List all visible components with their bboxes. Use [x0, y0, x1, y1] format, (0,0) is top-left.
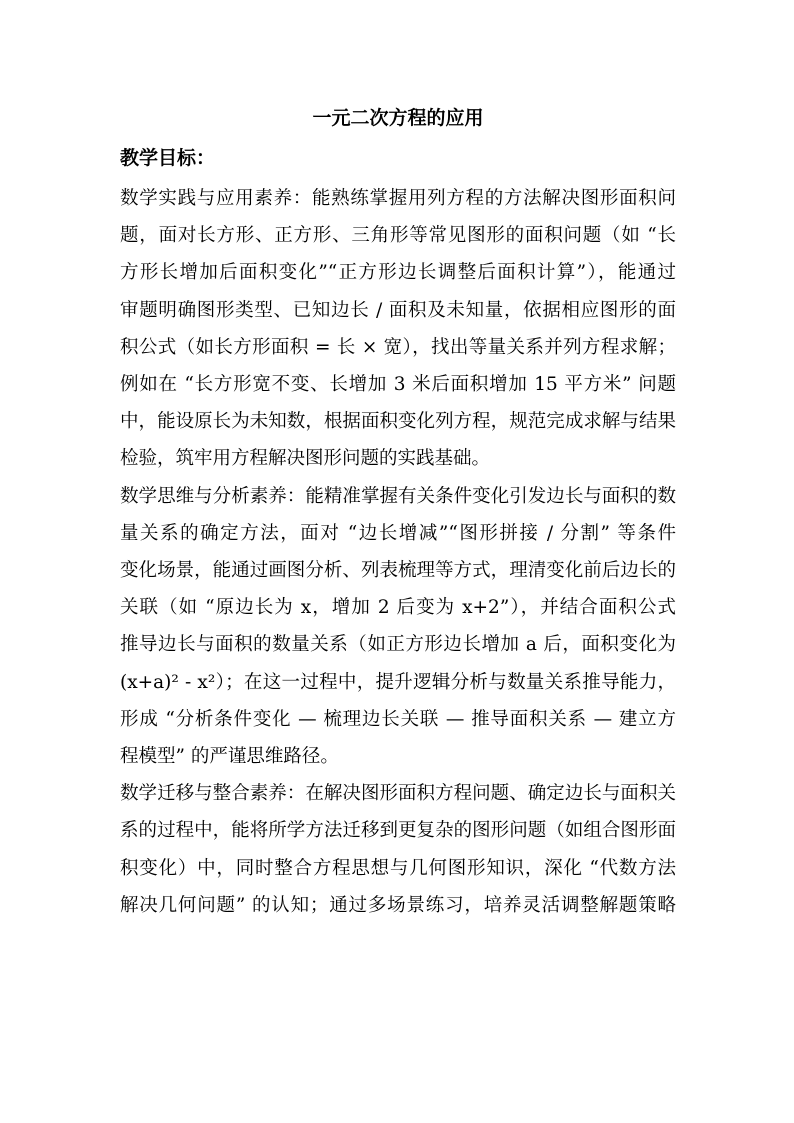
text-line: 题，面对长方形、正方形、三角形等常见图形的面积问题（如 “长	[120, 225, 676, 247]
text-line: 关联（如 “原边长为 x，增加 2 后变为 x+2”），并结合面积公式	[120, 597, 676, 619]
text-line: 方形长增加后面积变化”“正方形边长调整后面积计算”），能通过	[120, 262, 676, 284]
text-line: 数学迁移与整合素养：在解决图形面积方程问题、确定边长与面积关	[120, 783, 676, 805]
text-line: 审题明确图形类型、已知边长 / 面积及未知量，依据相应图形的面	[120, 299, 676, 321]
section-heading: 教学目标：	[120, 147, 216, 169]
text-line: 中，能设原长为未知数，根据面积变化列方程，规范完成求解与结果	[120, 411, 676, 433]
paragraph-practice-literacy	[120, 180, 676, 478]
text-line: 检验，筑牢用方程解决图形问题的实践基础。	[120, 448, 491, 470]
text-line: 数学思维与分析素养：能精准掌握有关条件变化引发边长与面积的数	[120, 485, 676, 507]
text-line: 解决几何问题” 的认知；通过多场景练习，培养灵活调整解题策略	[120, 894, 676, 916]
text-line: 推导边长与面积的数量关系（如正方形边长增加 a 后，面积变化为	[120, 634, 676, 656]
text-line: 变化场景，能通过画图分析、列表梳理等方式，理清变化前后边长的	[120, 560, 676, 582]
document-body	[120, 180, 676, 924]
text-line: 积公式（如长方形面积 = 长 × 宽），找出等量关系并列方程求解；	[120, 336, 676, 358]
document-title: 一元二次方程的应用	[312, 107, 484, 129]
text-line: 系的过程中，能将所学方法迁移到更复杂的图形问题（如组合图形面	[120, 820, 676, 842]
text-line: 程模型” 的严谨思维路径。	[120, 746, 339, 768]
text-line: 数学实践与应用素养：能熟练掌握用列方程的方法解决图形面积问	[120, 188, 676, 209]
paragraph-thinking-literacy	[120, 478, 676, 776]
text-line: 例如在 “长方形宽不变、长增加 3 米后面积增加 15 平方米” 问题	[120, 374, 676, 396]
paragraph-transfer-literacy	[120, 775, 676, 924]
text-line: 形成 “分析条件变化 — 梳理边长关联 — 推导面积关系 — 建立方	[120, 708, 676, 730]
text-line: 积变化）中，同时整合方程思想与几何图形知识，深化 “代数方法	[120, 857, 676, 879]
text-line: (x+a)² - x²）；在这一过程中，提升逻辑分析与数量关系推导能力，	[120, 671, 676, 693]
text-line: 量关系的确定方法，面对 “边长增减”“图形拼接 / 分割” 等条件	[120, 522, 676, 544]
